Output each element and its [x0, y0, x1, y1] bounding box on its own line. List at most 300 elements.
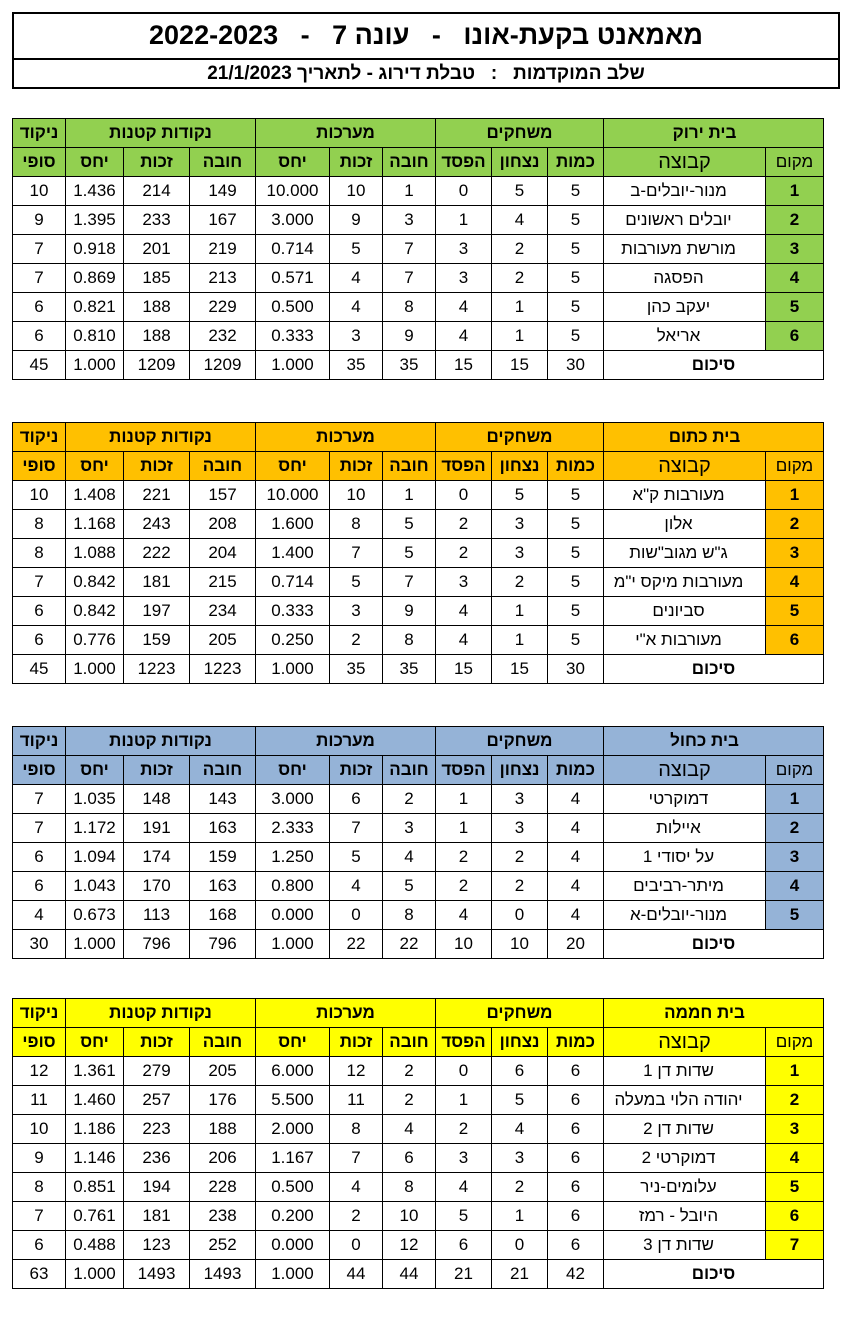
small-points-for-cell: 181	[124, 1202, 190, 1231]
small-points-against-cell: 232	[190, 322, 256, 351]
games-win-cell: 2	[492, 1173, 548, 1202]
games-loss-cell: 1	[436, 206, 492, 235]
sets-against-cell: 2	[383, 785, 436, 814]
col-sp-against-header: חובה	[190, 1028, 256, 1057]
col-place-header: מקום	[766, 756, 824, 785]
table-row	[13, 510, 824, 539]
small-points-against-cell: 176	[190, 1086, 256, 1115]
sets-ratio-cell: 0.333	[256, 322, 330, 351]
total-games-loss-cell: 15	[436, 351, 492, 380]
small-points-against-cell: 228	[190, 1173, 256, 1202]
games-win-cell: 4	[492, 1115, 548, 1144]
games-count-cell: 5	[548, 539, 604, 568]
place-cell: 6	[766, 1202, 824, 1231]
team-name-cell: מעורבות מיקס י"מ	[604, 568, 766, 597]
games-win-cell: 2	[492, 872, 548, 901]
score-cell: 10	[13, 1115, 66, 1144]
table-row	[13, 206, 824, 235]
sets-against-cell: 12	[383, 1231, 436, 1260]
games-loss-cell: 4	[436, 626, 492, 655]
games-loss-cell: 4	[436, 322, 492, 351]
games-loss-cell: 2	[436, 539, 492, 568]
sets-ratio-cell: 3.000	[256, 206, 330, 235]
total-sets-ratio-cell: 1.000	[256, 655, 330, 684]
small-points-against-cell: 163	[190, 872, 256, 901]
place-cell: 5	[766, 597, 824, 626]
games-count-cell: 6	[548, 1144, 604, 1173]
small-points-for-cell: 221	[124, 481, 190, 510]
table-row	[13, 901, 824, 930]
table-row	[13, 293, 824, 322]
sets-against-cell: 6	[383, 1144, 436, 1173]
small-points-ratio-cell: 0.918	[66, 235, 124, 264]
total-score-cell: 30	[13, 930, 66, 959]
small-points-ratio-cell: 0.821	[66, 293, 124, 322]
sets-against-cell: 4	[383, 843, 436, 872]
col-set-against-header: חובה	[383, 148, 436, 177]
place-cell: 3	[766, 1115, 824, 1144]
small-points-ratio-cell: 1.035	[66, 785, 124, 814]
small-points-ratio-cell: 0.776	[66, 626, 124, 655]
total-games-count-cell: 20	[548, 930, 604, 959]
col-set-ratio-header: יחס	[256, 452, 330, 481]
summary-row	[13, 1260, 824, 1289]
table-row	[13, 1086, 824, 1115]
games-win-cell: 1	[492, 626, 548, 655]
games-win-cell: 2	[492, 235, 548, 264]
total-small-points-for-cell: 1493	[124, 1260, 190, 1289]
games-loss-cell: 1	[436, 1086, 492, 1115]
small-points-for-cell: 257	[124, 1086, 190, 1115]
col-sp-ratio-header: יחס	[66, 1028, 124, 1057]
col-sp-ratio-header: יחס	[66, 148, 124, 177]
place-cell: 5	[766, 293, 824, 322]
sets-ratio-cell: 6.000	[256, 1057, 330, 1086]
games-count-cell: 5	[548, 510, 604, 539]
score-cell: 7	[13, 235, 66, 264]
total-sets-ratio-cell: 1.000	[256, 1260, 330, 1289]
games-count-cell: 4	[548, 843, 604, 872]
col-sp-for-header: זכות	[124, 452, 190, 481]
games-loss-cell: 4	[436, 597, 492, 626]
score-group-header: ניקוד	[13, 423, 66, 452]
sets-against-cell: 1	[383, 177, 436, 206]
games-loss-cell: 3	[436, 235, 492, 264]
team-name-cell: אלון	[604, 510, 766, 539]
place-cell: 3	[766, 843, 824, 872]
sets-against-cell: 9	[383, 322, 436, 351]
table-row	[13, 568, 824, 597]
place-cell: 5	[766, 901, 824, 930]
place-cell: 2	[766, 814, 824, 843]
small-points-for-cell: 181	[124, 568, 190, 597]
small-points-for-cell: 236	[124, 1144, 190, 1173]
games-group-header: משחקים	[436, 423, 604, 452]
games-loss-cell: 6	[436, 1231, 492, 1260]
games-group-header: משחקים	[436, 727, 604, 756]
small-points-against-cell: 159	[190, 843, 256, 872]
games-loss-cell: 4	[436, 1173, 492, 1202]
games-count-cell: 4	[548, 872, 604, 901]
total-games-win-cell: 10	[492, 930, 548, 959]
sets-ratio-cell: 0.333	[256, 597, 330, 626]
sets-against-cell: 2	[383, 1086, 436, 1115]
total-sets-for-cell: 35	[330, 351, 383, 380]
small-points-against-cell: 213	[190, 264, 256, 293]
games-loss-cell: 3	[436, 1144, 492, 1173]
place-cell: 4	[766, 872, 824, 901]
place-cell: 3	[766, 235, 824, 264]
score-cell: 6	[13, 843, 66, 872]
games-count-cell: 5	[548, 597, 604, 626]
small-points-ratio-cell: 1.094	[66, 843, 124, 872]
games-win-cell: 3	[492, 510, 548, 539]
small-points-for-cell: 194	[124, 1173, 190, 1202]
games-group-header: משחקים	[436, 119, 604, 148]
small-points-for-cell: 148	[124, 785, 190, 814]
table-row	[13, 1057, 824, 1086]
col-sp-for-header: זכות	[124, 148, 190, 177]
games-count-cell: 5	[548, 177, 604, 206]
score-group-header: ניקוד	[13, 727, 66, 756]
col-sp-for-header: זכות	[124, 756, 190, 785]
sets-against-cell: 7	[383, 568, 436, 597]
sets-ratio-cell: 0.800	[256, 872, 330, 901]
score-cell: 6	[13, 872, 66, 901]
score-cell: 7	[13, 1202, 66, 1231]
sets-for-cell: 4	[330, 872, 383, 901]
place-cell: 4	[766, 264, 824, 293]
games-group-header: משחקים	[436, 999, 604, 1028]
small-points-ratio-cell: 0.673	[66, 901, 124, 930]
col-set-against-header: חובה	[383, 1028, 436, 1057]
sets-for-cell: 2	[330, 1202, 383, 1231]
small-points-ratio-cell: 1.043	[66, 872, 124, 901]
col-sp-against-header: חובה	[190, 148, 256, 177]
table-row	[13, 1173, 824, 1202]
col-place-header: מקום	[766, 148, 824, 177]
sets-for-cell: 4	[330, 293, 383, 322]
small-points-ratio-cell: 0.810	[66, 322, 124, 351]
games-win-cell: 5	[492, 177, 548, 206]
small-points-for-cell: 222	[124, 539, 190, 568]
games-loss-cell: 1	[436, 814, 492, 843]
total-sets-against-cell: 35	[383, 655, 436, 684]
small-points-against-cell: 205	[190, 1057, 256, 1086]
team-name-cell: דמוקרטי	[604, 785, 766, 814]
total-sets-ratio-cell: 1.000	[256, 930, 330, 959]
table-row	[13, 235, 824, 264]
sets-ratio-cell: 5.500	[256, 1086, 330, 1115]
sets-ratio-cell: 0.000	[256, 901, 330, 930]
col-win-header: נצחון	[492, 452, 548, 481]
table-row	[13, 626, 824, 655]
col-sp-ratio-header: יחס	[66, 452, 124, 481]
small-points-ratio-cell: 0.488	[66, 1231, 124, 1260]
sets-against-cell: 8	[383, 626, 436, 655]
team-name-cell: יובלים ראשונים	[604, 206, 766, 235]
sets-against-cell: 7	[383, 235, 436, 264]
score-cell: 10	[13, 177, 66, 206]
small-points-for-cell: 185	[124, 264, 190, 293]
sets-for-cell: 9	[330, 206, 383, 235]
total-sets-against-cell: 44	[383, 1260, 436, 1289]
sets-ratio-cell: 10.000	[256, 177, 330, 206]
team-name-cell: מיתר-רביבים	[604, 872, 766, 901]
total-games-loss-cell: 21	[436, 1260, 492, 1289]
small-points-for-cell: 174	[124, 843, 190, 872]
team-name-cell: מנור-יובלים-א	[604, 901, 766, 930]
col-set-against-header: חובה	[383, 452, 436, 481]
sets-ratio-cell: 2.000	[256, 1115, 330, 1144]
games-loss-cell: 3	[436, 264, 492, 293]
small-points-ratio-cell: 1.361	[66, 1057, 124, 1086]
table-row	[13, 1115, 824, 1144]
sets-against-cell: 7	[383, 264, 436, 293]
col-set-ratio-header: יחס	[256, 1028, 330, 1057]
small-points-ratio-cell: 1.436	[66, 177, 124, 206]
place-cell: 6	[766, 626, 824, 655]
games-count-cell: 4	[548, 901, 604, 930]
small-points-against-cell: 163	[190, 814, 256, 843]
team-name-cell: שדות דן 2	[604, 1115, 766, 1144]
score-cell: 9	[13, 1144, 66, 1173]
col-set-for-header: זכות	[330, 148, 383, 177]
team-name-cell: מורשת מעורבות	[604, 235, 766, 264]
col-win-header: נצחון	[492, 756, 548, 785]
games-count-cell: 6	[548, 1115, 604, 1144]
place-cell: 7	[766, 1231, 824, 1260]
small-points-ratio-cell: 1.146	[66, 1144, 124, 1173]
place-cell: 5	[766, 1173, 824, 1202]
sets-ratio-cell: 0.714	[256, 235, 330, 264]
score-cell: 7	[13, 568, 66, 597]
games-loss-cell: 2	[436, 872, 492, 901]
team-name-cell: הפסגה	[604, 264, 766, 293]
table-row	[13, 843, 824, 872]
games-win-cell: 3	[492, 814, 548, 843]
sets-for-cell: 6	[330, 785, 383, 814]
table-row	[13, 1231, 824, 1260]
sets-against-cell: 2	[383, 1057, 436, 1086]
team-name-cell: יהודה הלוי במעלה	[604, 1086, 766, 1115]
score-cell: 6	[13, 1231, 66, 1260]
games-loss-cell: 4	[436, 293, 492, 322]
sets-against-cell: 1	[383, 481, 436, 510]
small-points-against-cell: 208	[190, 510, 256, 539]
games-loss-cell: 0	[436, 177, 492, 206]
sets-ratio-cell: 0.500	[256, 1173, 330, 1202]
small-points-for-cell: 279	[124, 1057, 190, 1086]
sets-for-cell: 4	[330, 264, 383, 293]
col-final-header: סופי	[13, 756, 66, 785]
score-group-header: ניקוד	[13, 119, 66, 148]
sets-against-cell: 9	[383, 597, 436, 626]
house-title: בית כתום	[604, 423, 824, 452]
sets-for-cell: 11	[330, 1086, 383, 1115]
place-cell: 2	[766, 1086, 824, 1115]
summary-row	[13, 351, 824, 380]
small-points-against-cell: 167	[190, 206, 256, 235]
house-title: בית חממה	[604, 999, 824, 1028]
small-points-group-header: נקודות קטנות	[66, 727, 256, 756]
small-points-ratio-cell: 1.395	[66, 206, 124, 235]
sets-for-cell: 5	[330, 843, 383, 872]
games-loss-cell: 2	[436, 1115, 492, 1144]
games-count-cell: 4	[548, 785, 604, 814]
sets-group-header: מערכות	[256, 999, 436, 1028]
small-points-for-cell: 201	[124, 235, 190, 264]
col-loss-header: הפסד	[436, 756, 492, 785]
games-loss-cell: 1	[436, 785, 492, 814]
sets-for-cell: 8	[330, 1115, 383, 1144]
small-points-ratio-cell: 0.869	[66, 264, 124, 293]
games-win-cell: 2	[492, 843, 548, 872]
score-cell: 6	[13, 322, 66, 351]
sets-group-header: מערכות	[256, 423, 436, 452]
small-points-against-cell: 206	[190, 1144, 256, 1173]
col-loss-header: הפסד	[436, 148, 492, 177]
total-sets-for-cell: 22	[330, 930, 383, 959]
place-cell: 4	[766, 568, 824, 597]
games-win-cell: 1	[492, 293, 548, 322]
place-cell: 1	[766, 481, 824, 510]
games-win-cell: 3	[492, 1144, 548, 1173]
total-score-cell: 45	[13, 655, 66, 684]
small-points-against-cell: 188	[190, 1115, 256, 1144]
games-win-cell: 1	[492, 322, 548, 351]
place-cell: 1	[766, 1057, 824, 1086]
score-cell: 11	[13, 1086, 66, 1115]
sets-ratio-cell: 1.250	[256, 843, 330, 872]
col-set-ratio-header: יחס	[256, 148, 330, 177]
games-count-cell: 5	[548, 235, 604, 264]
games-loss-cell: 0	[436, 1057, 492, 1086]
games-win-cell: 3	[492, 785, 548, 814]
total-games-count-cell: 30	[548, 351, 604, 380]
small-points-against-cell: 205	[190, 626, 256, 655]
summary-label: סיכום	[604, 930, 824, 959]
sets-for-cell: 7	[330, 814, 383, 843]
total-games-win-cell: 15	[492, 351, 548, 380]
small-points-ratio-cell: 0.842	[66, 568, 124, 597]
sets-for-cell: 5	[330, 235, 383, 264]
games-loss-cell: 0	[436, 481, 492, 510]
games-count-cell: 6	[548, 1057, 604, 1086]
sets-ratio-cell: 3.000	[256, 785, 330, 814]
sets-group-header: מערכות	[256, 727, 436, 756]
games-loss-cell: 4	[436, 901, 492, 930]
sets-against-cell: 3	[383, 814, 436, 843]
table-row	[13, 872, 824, 901]
col-loss-header: הפסד	[436, 452, 492, 481]
small-points-against-cell: 143	[190, 785, 256, 814]
sets-for-cell: 12	[330, 1057, 383, 1086]
sets-group-header: מערכות	[256, 119, 436, 148]
team-name-cell: מעורבות א"י	[604, 626, 766, 655]
col-set-ratio-header: יחס	[256, 756, 330, 785]
sets-for-cell: 4	[330, 1173, 383, 1202]
total-sets-for-cell: 35	[330, 655, 383, 684]
standings-table	[12, 726, 824, 959]
house-title: בית ירוק	[604, 119, 824, 148]
col-loss-header: הפסד	[436, 1028, 492, 1057]
col-count-header: כמות	[548, 1028, 604, 1057]
table-row	[13, 785, 824, 814]
games-count-cell: 5	[548, 481, 604, 510]
small-points-for-cell: 188	[124, 293, 190, 322]
total-games-loss-cell: 10	[436, 930, 492, 959]
col-team-header: קבוצה	[604, 756, 766, 785]
col-final-header: סופי	[13, 148, 66, 177]
col-sp-against-header: חובה	[190, 452, 256, 481]
sets-against-cell: 8	[383, 1173, 436, 1202]
standings-table	[12, 422, 824, 684]
games-count-cell: 4	[548, 814, 604, 843]
score-cell: 4	[13, 901, 66, 930]
sets-against-cell: 5	[383, 872, 436, 901]
team-name-cell: יעקב כהן	[604, 293, 766, 322]
games-count-cell: 6	[548, 1086, 604, 1115]
small-points-for-cell: 233	[124, 206, 190, 235]
sets-ratio-cell: 10.000	[256, 481, 330, 510]
small-points-for-cell: 159	[124, 626, 190, 655]
small-points-against-cell: 149	[190, 177, 256, 206]
small-points-ratio-cell: 0.851	[66, 1173, 124, 1202]
col-final-header: סופי	[13, 1028, 66, 1057]
games-count-cell: 6	[548, 1231, 604, 1260]
total-games-count-cell: 42	[548, 1260, 604, 1289]
small-points-against-cell: 252	[190, 1231, 256, 1260]
sets-against-cell: 8	[383, 901, 436, 930]
score-cell: 7	[13, 264, 66, 293]
sets-against-cell: 4	[383, 1115, 436, 1144]
small-points-ratio-cell: 1.460	[66, 1086, 124, 1115]
table-row	[13, 597, 824, 626]
total-small-points-for-cell: 796	[124, 930, 190, 959]
score-cell: 12	[13, 1057, 66, 1086]
games-count-cell: 5	[548, 264, 604, 293]
score-cell: 6	[13, 626, 66, 655]
games-win-cell: 1	[492, 597, 548, 626]
small-points-for-cell: 170	[124, 872, 190, 901]
total-small-points-against-cell: 796	[190, 930, 256, 959]
games-win-cell: 4	[492, 206, 548, 235]
page-title: מאמאנט בקעת-אונו - עונה 7 - 2022-2023	[12, 12, 840, 59]
games-win-cell: 3	[492, 539, 548, 568]
games-count-cell: 5	[548, 568, 604, 597]
small-points-ratio-cell: 0.842	[66, 597, 124, 626]
score-cell: 8	[13, 510, 66, 539]
total-small-points-against-cell: 1223	[190, 655, 256, 684]
small-points-ratio-cell: 0.761	[66, 1202, 124, 1231]
team-name-cell: איילות	[604, 814, 766, 843]
games-win-cell: 5	[492, 1086, 548, 1115]
standings-table	[12, 118, 824, 380]
team-name-cell: מעורבות ק"א	[604, 481, 766, 510]
total-games-loss-cell: 15	[436, 655, 492, 684]
total-small-points-ratio-cell: 1.000	[66, 351, 124, 380]
games-win-cell: 2	[492, 568, 548, 597]
sets-for-cell: 5	[330, 568, 383, 597]
sets-ratio-cell: 0.000	[256, 1231, 330, 1260]
small-points-ratio-cell: 1.168	[66, 510, 124, 539]
place-cell: 1	[766, 177, 824, 206]
total-sets-for-cell: 44	[330, 1260, 383, 1289]
team-name-cell: סביונים	[604, 597, 766, 626]
total-small-points-against-cell: 1209	[190, 351, 256, 380]
sets-ratio-cell: 1.167	[256, 1144, 330, 1173]
